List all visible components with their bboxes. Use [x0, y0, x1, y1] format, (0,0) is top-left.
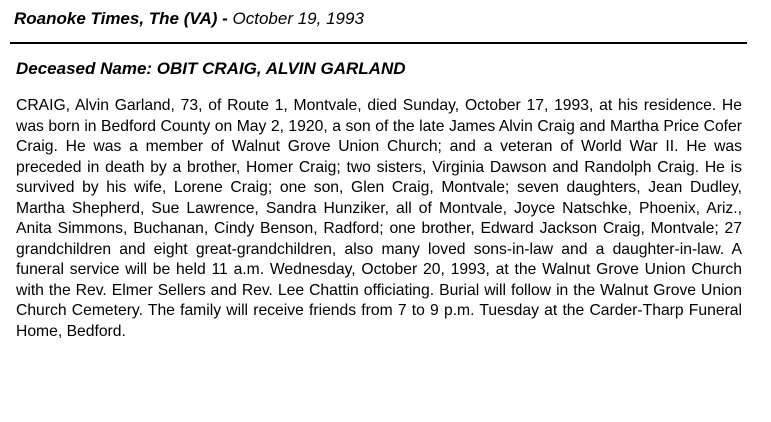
publication-date: October 19, 1993 [232, 9, 364, 28]
header-separator: - [217, 9, 233, 28]
header-divider [10, 42, 747, 44]
obituary-body-text: CRAIG, Alvin Garland, 73, of Route 1, Montvale, died Sunday, October 17, 1993, at his residence. He was born in Bedford County on May 2, 1920, a son of the late James Alvin Craig and Martha Price Cofer Craig. He was a member of Walnut Grove Union Church; and a veteran of World War II. He was preceded in death by a brother, Homer Craig; two sisters, Virginia Dawson and Randolph Craig. He is survived by his wife, Lorene Craig; one son, Glen Craig, Montvale; seven daughters, Jean Dudley, Martha Shepherd, Sue Lawrence, Sandra Hunziker, all of Montvale, Joyce Natschke, Phoenix, Ariz., Anita Simmons, Buchanan, Cindy Benson, Radford; one brother, Edward Jackson Craig, Montvale; 27 grandchildren and eight great-grandchildren, also many loved sons-in-law and a daughter-in-law. A funeral service will be held 11 a.m. Wednesday, October 20, 1993, at the Walnut Grove Union Church with the Rev. Elmer Sellers and Rev. Lee Chattin officiating. Burial will follow in the Walnut Grove Union Church Cemetery. The family will receive friends from 7 to 9 p.m. Tuesday at the Carder-Tharp Funeral Home, Bedford. [16, 97, 742, 340]
deceased-name-heading: Deceased Name: OBIT CRAIG, ALVIN GARLAND [16, 59, 406, 78]
article-header [14, 8, 364, 30]
publication-name: Roanoke Times, The (VA) [14, 9, 218, 28]
